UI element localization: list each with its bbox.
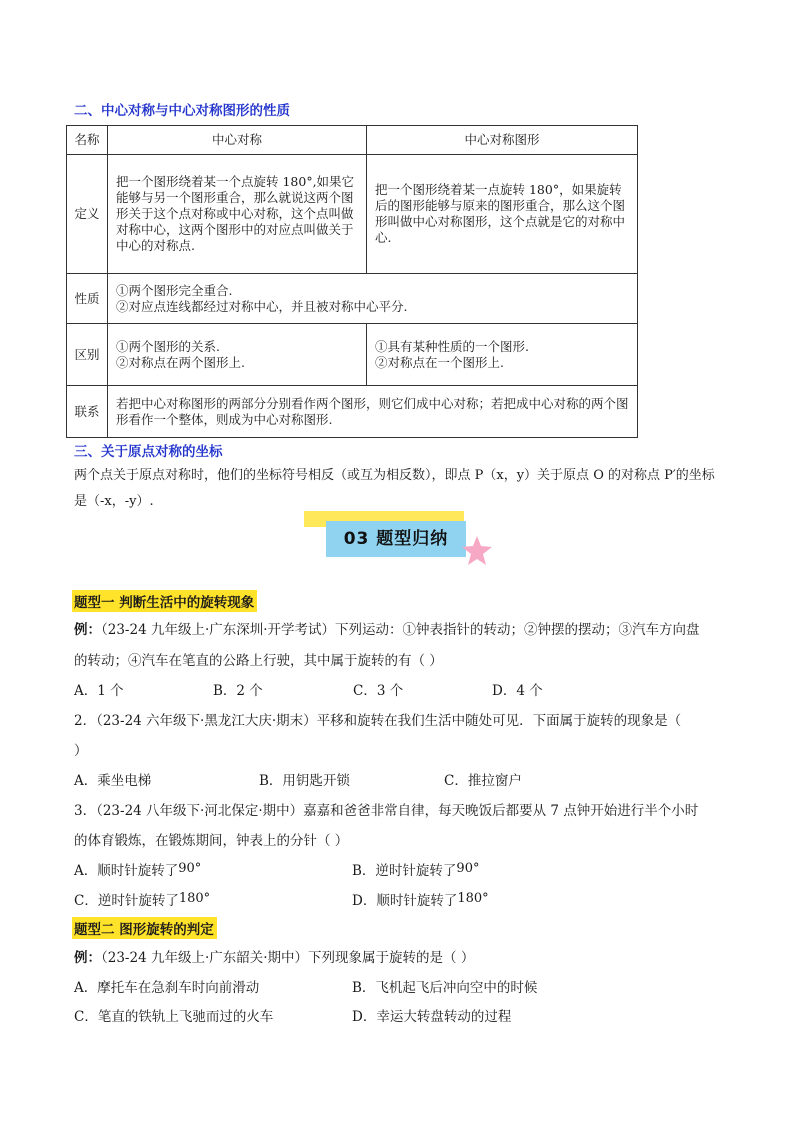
definition-central-symmetry: 把一个图形绕着某一个点旋转 180°,如果它能够与另一个图形重合，那么就说这两个图形关于这个点对称或中心对称，这个点叫做对称中心，这两个图形中的对应点叫做关于中心的对称点. xyxy=(108,155,367,274)
definition-central-symmetric-figure: 把一个图形绕着某一点旋转 180°，如果旋转后的图形能够与原来的图形重合，那么这个图形叫做中心对称图形，这个点就是它的对称中心. xyxy=(367,155,638,274)
option-c-text: C．逆时针旋转了 xyxy=(74,893,179,909)
question-3-option-d xyxy=(352,889,489,909)
banner-title: 03 题型归纳 xyxy=(343,529,449,549)
origin-symmetry-paragraph: 两个点关于原点对称时，他们的坐标符号相反（或互为相反数），即点 P（x，y）关于原点 O 的对称点 P′的坐标是（-x，-y）. xyxy=(74,468,715,509)
example-1-text-1: （23-24 九年级上·广东深圳·开学考试）下列运动：①钟表指针的转动；②钟摆的摆动；③汽车方向盘 xyxy=(101,622,700,638)
option-d-text: D．顺时针旋转了 xyxy=(352,893,458,909)
header-central-symmetry: 中心对称 xyxy=(108,126,367,155)
table-header-row xyxy=(67,126,638,155)
example-1-option-b: B．2 个 xyxy=(213,683,263,699)
example-2-option-d: D．幸运大转盘转动的过程 xyxy=(352,1009,512,1025)
example-1-option-a: A．1 个 xyxy=(74,683,124,699)
table-row-definition xyxy=(67,155,638,274)
example-1-line-1 xyxy=(74,618,700,638)
table-row-difference xyxy=(67,324,638,386)
difference-col2-line-2: ②对称点在一个图形上. xyxy=(375,354,504,370)
question-type-2-tag: 题型二 图形旋转的判定 xyxy=(72,917,217,939)
property-line-1: ①两个图形完全重合. xyxy=(116,282,233,298)
row-label-definition: 定义 xyxy=(67,155,108,274)
row-label-relation: 联系 xyxy=(67,386,108,438)
question-2-line-2: ） xyxy=(74,743,88,759)
star-icon xyxy=(460,535,494,567)
example-2-label: 例： xyxy=(74,950,101,966)
question-2-option-a: A．乘坐电梯 xyxy=(74,773,152,789)
example-label: 例： xyxy=(74,622,101,638)
question-2-line-1: 2．（23-24 六年级下·黑龙江大庆·期末）平移和旋转在我们生活中随处可见．下面属于旋转的现象是（ xyxy=(74,713,682,729)
property-cell xyxy=(108,274,638,324)
row-label-difference: 区别 xyxy=(67,324,108,386)
question-type-1-tag: 题型一 判断生活中的旋转现象 xyxy=(72,590,257,612)
example-2-option-c: C．笔直的铁轨上飞驰而过的火车 xyxy=(74,1009,274,1025)
example-1-option-d: D．4 个 xyxy=(492,683,543,699)
header-name: 名称 xyxy=(67,126,108,155)
difference-col2-line-1: ①具有某种性质的一个图形. xyxy=(375,338,529,354)
row-label-property: 性质 xyxy=(67,274,108,324)
header-central-symmetric-figure: 中心对称图形 xyxy=(367,126,638,155)
option-b-angle: 90° xyxy=(456,861,480,876)
option-c-angle: 180° xyxy=(178,891,211,906)
option-a-text: A．顺时针旋转了 xyxy=(74,863,179,879)
question-3-option-b xyxy=(352,859,479,879)
option-d-angle: 180° xyxy=(457,891,489,906)
option-a-angle: 90° xyxy=(178,861,202,876)
relation-cell: 若把中心对称图形的两部分分别看作两个图形，则它们成中心对称；若把成中心对称的两个图形看作一个整体，则成为中心对称图形. xyxy=(108,386,638,438)
example-1-option-c: C．3 个 xyxy=(353,683,404,699)
example-2-line-1 xyxy=(74,946,474,966)
difference-central-symmetric-figure xyxy=(367,324,638,386)
difference-central-symmetry xyxy=(108,324,367,386)
section-title-central-symmetry: 二、中心对称与中心对称图形的性质 xyxy=(74,103,290,119)
section-banner xyxy=(304,511,494,571)
example-2-option-a: A．摩托车在急刹车时向前滑动 xyxy=(74,980,260,996)
question-3-option-c xyxy=(74,889,210,909)
question-3-line-2: 的体育锻炼，在锻炼期间，钟表上的分针（ ） xyxy=(74,833,349,849)
properties-table xyxy=(66,125,638,438)
table-row-property xyxy=(67,274,638,324)
difference-col1-line-1: ①两个图形的关系. xyxy=(116,338,220,354)
property-line-2: ②对应点连线都经过对称中心，并且被对称中心平分. xyxy=(116,298,408,314)
section-title-origin-symmetry: 三、关于原点对称的坐标 xyxy=(74,444,223,460)
table-row-relation xyxy=(67,386,638,438)
example-2-text: （23-24 九年级上·广东韶关·期中）下列现象属于旋转的是（ ） xyxy=(101,950,475,966)
question-2-option-c: C．推拉窗户 xyxy=(444,773,522,789)
question-2-option-b: B．用钥匙开锁 xyxy=(259,773,350,789)
example-2-option-b: B．飞机起飞后冲向空中的时候 xyxy=(352,980,538,996)
difference-col1-line-2: ②对称点在两个图形上. xyxy=(116,354,245,370)
option-b-text: B．逆时针旋转了 xyxy=(352,863,457,879)
example-1-line-2: 的转动；④汽车在笔直的公路上行驶，其中属于旋转的有（ ） xyxy=(74,653,443,669)
question-3-line-1: 3．（23-24 八年级下·河北保定·期中）嘉嘉和爸爸非常自律，每天晚饭后都要从 7 点钟开始进行半个小时 xyxy=(74,803,699,819)
question-3-option-a xyxy=(74,859,201,879)
